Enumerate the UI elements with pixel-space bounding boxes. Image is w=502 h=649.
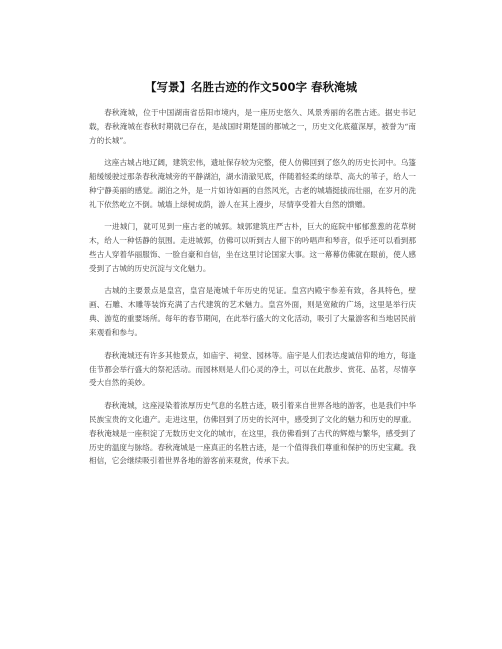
paragraph: 这座古城占地辽阔，建筑宏伟，遗址保存较为完整，使人仿佛回到了悠久的历史长河中。乌篷船缓缓驶过那条春秋淹城旁的平静湖泊，湖水清澈见底，伴随着轻柔的绿草、高大的苇子，给人一种宁静美丽的感觉。湖泊之外，是一片如诗如画的自然风光，古老的城墙挺拔而壮丽，在岁月的洗礼下依然屹立不倒。城墙上绿树成荫，游人在其上漫步，尽情享受着大自然的馈赠。	[89, 158, 416, 209]
document-body	[89, 106, 416, 477]
document-title: 【写景】名胜古迹的作文500字 春秋淹城	[144, 80, 357, 94]
paragraph: 春秋淹城还有许多其他景点，如庙宇、祠堂、园林等。庙宇是人们表达虔诚信仰的地方，每逢佳节都会举行盛大的祭祀活动。而园林则是人们心灵的净土，可以在此散步、赏花、品茗，尽情享受大自然的美妙。	[89, 350, 416, 388]
paragraph: 春秋淹城，位于中国湖南省岳阳市境内，是一座历史悠久、风景秀丽的名胜古迹。据史书记载，春秋淹城在春秋时期就已存在，是战国时期楚国的都城之一，历史文化底蕴深厚，被誉为“南方的长城”。	[89, 108, 416, 145]
paragraph: 春秋淹城，这座浸染着浓厚历史气息的名胜古迹，吸引着来自世界各地的游客，也是我们中华民族宝贵的文化遗产。走进这里，仿佛回到了历史的长河中，感受到了文化的魅力和历史的厚重。春秋淹城是一座积淀了无数历史文化的城市，在这里，我仿佛看到了古代的辉煌与繁华，感受到了历史的温度与脉络。春秋淹城是一座真正的名胜古迹，是一个值得我们尊重和保护的历史宝藏。我相信，它会继续吸引着世界各地的游客前来观赏，传承下去。	[89, 400, 416, 466]
paragraph: 古城的主要景点是皇宫，皇宫是淹城千年历史的见证。皇宫内殿宇参差有致，各具特色，壁画、石雕、木雕等装饰充满了古代建筑的艺术魅力。皇宫外面，则是宽敞的广场，这里是举行庆典、游览的重要场所。每年的春节期间，在此举行盛大的文化活动，吸引了大量游客和当地居民前来观看和参与。	[89, 286, 416, 338]
paragraph: 一进城门，就可见到一座古老的城郭。城郭建筑庄严古朴，巨大的庭院中郁郁葱葱的花草树木，给人一种恬静的氛围。走进城郭，仿佛可以听到古人留下的吟唱声和琴音，似乎还可以看到那些古人穿着华丽服饰、一脸自豪和自信，坐在这里讨论国家大事。这一幕幕仿佛就在眼前，使人感受到了古城的历史沉淀与文化魅力。	[89, 222, 416, 274]
